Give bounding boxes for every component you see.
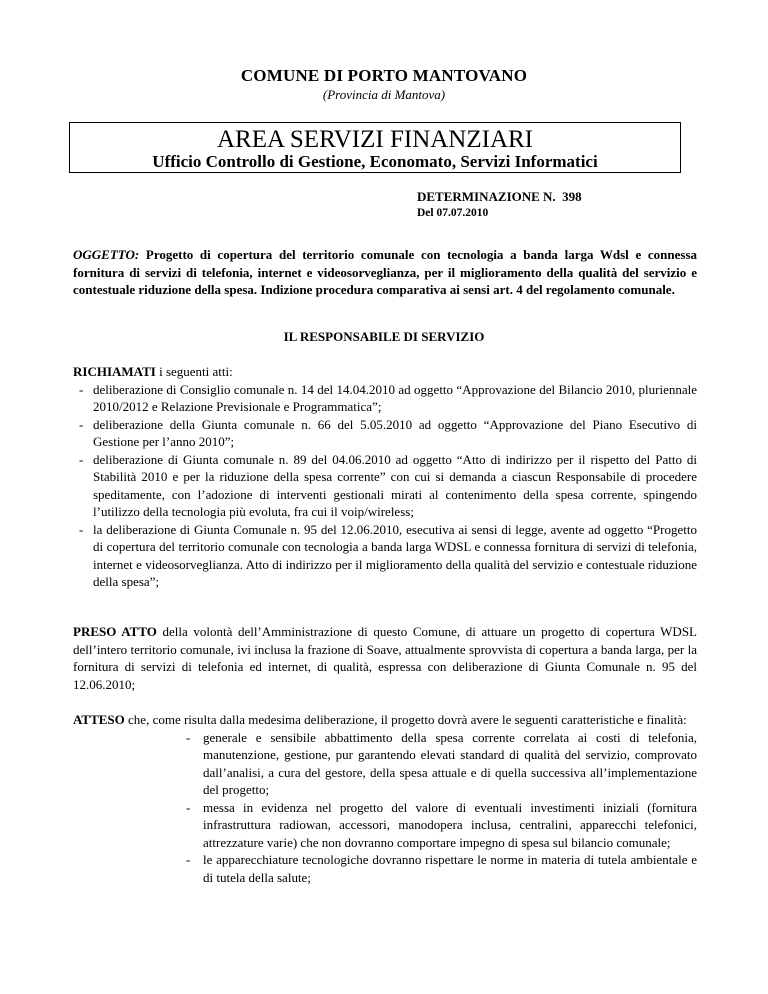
subject-paragraph (73, 246, 697, 299)
subject-text: Progetto di copertura del territorio comunale con tecnologia a banda larga Wdsl e connessa fornitura di servizi di telefonia, internet e videosorveglianza, per il miglioramento della qualità del servizio e contestuale riduzione della spesa. Indizione procedura comparativa ai sensi art. 4 del regolamento comunale. (73, 247, 697, 297)
province-name: (Provincia di Mantova) (322, 87, 446, 102)
area-title: AREA SERVIZI FINANZIARI (216, 126, 534, 153)
atteso-text: che, come risulta dalla medesima deliberazione, il progetto dovrà avere le seguenti caratteristiche e finalità: (124, 712, 687, 727)
list-item: - le apparecchiature tecnologiche dovranno rispettare le norme in materia di tutela ambientale e di tutela della salute; (73, 851, 697, 886)
atteso-list (73, 729, 697, 887)
determination-date: Del 07.07.2010 (417, 207, 489, 219)
list-item: - deliberazione di Consiglio comunale n. 14 del 14.04.2010 ad oggetto “Approvazione del Bilancio 2010, pluriennale 2010/2012 e Relazione Previsionale e Programmatica”; (73, 381, 697, 416)
richiamati-list (73, 381, 697, 591)
determination-number: DETERMINAZIONE N. 398 (417, 189, 582, 204)
richiamati-section (73, 363, 697, 591)
atteso-label: ATTESO (73, 712, 125, 727)
list-item: - messa in evidenza nel progetto del valore di eventuali investimenti iniziali (fornitura infrastruttura radiowan, accessori, manodopera inclusa, centralini, apparecchi telefonici, attrezzature varie) che non dovranno comportare impegno di spesa sul bilancio comunale; (73, 799, 697, 852)
richiamati-intro (73, 363, 697, 381)
list-item: - deliberazione della Giunta comunale n. 66 del 5.05.2010 ad oggetto “Approvazione del Piano Esecutivo di Gestione per l’anno 2010”; (73, 416, 697, 451)
list-item: - deliberazione di Giunta comunale n. 89 del 04.06.2010 ad oggetto “Atto di indirizzo per il rispetto del Patto di Stabilità 2010 e per la riduzione della spesa corrente” con cui si demanda a ciascun Responsabile di procedere speditamente, con l’adozione di interventi gestionali mirati al contenimento della spesa corrente, spingendo l’utilizzo della tecnologia più evoluta, fra cui il voip/wireless; (73, 451, 697, 521)
municipality-name: COMUNE DI PORTO MANTOVANO (240, 66, 528, 85)
preso-atto-label: PRESO ATTO (73, 624, 157, 639)
richiamati-label: RICHIAMATI (73, 364, 156, 379)
richiamati-lead: i seguenti atti: (155, 364, 233, 379)
list-item: - la deliberazione di Giunta Comunale n. 95 del 12.06.2010, esecutiva ai sensi di legge, avente ad oggetto “Progetto di copertura del territorio comunale con tecnologia a banda larga WDSL e connessa fornitura di servizi di telefonia, internet e videosorveglianza. Atto di indirizzo per il miglioramento della qualità del servizio e contestuale riduzione della spesa”; (73, 521, 697, 591)
preso-atto-paragraph (73, 623, 697, 693)
section-heading: IL RESPONSABILE DI SERVIZIO (283, 329, 485, 344)
preso-atto-text: della volontà dell’Amministrazione di questo Comune, di attuare un progetto di copertura WDSL dell’intero territorio comunale, ivi inclusa la frazione di Soave, attualmente sprovvista di copertura a banda larga, per la fornitura di servizi di telefonia ed internet, di qualità, espressa con deliberazione di Giunta Comunale n. 95 del 12.06.2010; (73, 624, 697, 692)
subject-label: OGGETTO: (73, 247, 140, 262)
atteso-intro (73, 711, 697, 729)
atteso-section (73, 711, 697, 886)
area-header-box (69, 122, 681, 173)
list-item: - generale e sensibile abbattimento della spesa corrente correlata ai costi di telefonia, manutenzione, gestione, pur garantendo elevati standard di qualità del servizio, comprovato dall’analisi, a cura del gestore, della spesa attuale e di quella successiva all’implementazione del progetto; (73, 729, 697, 799)
office-subtitle: Ufficio Controllo di Gestione, Economato, Servizi Informatici (152, 152, 598, 171)
